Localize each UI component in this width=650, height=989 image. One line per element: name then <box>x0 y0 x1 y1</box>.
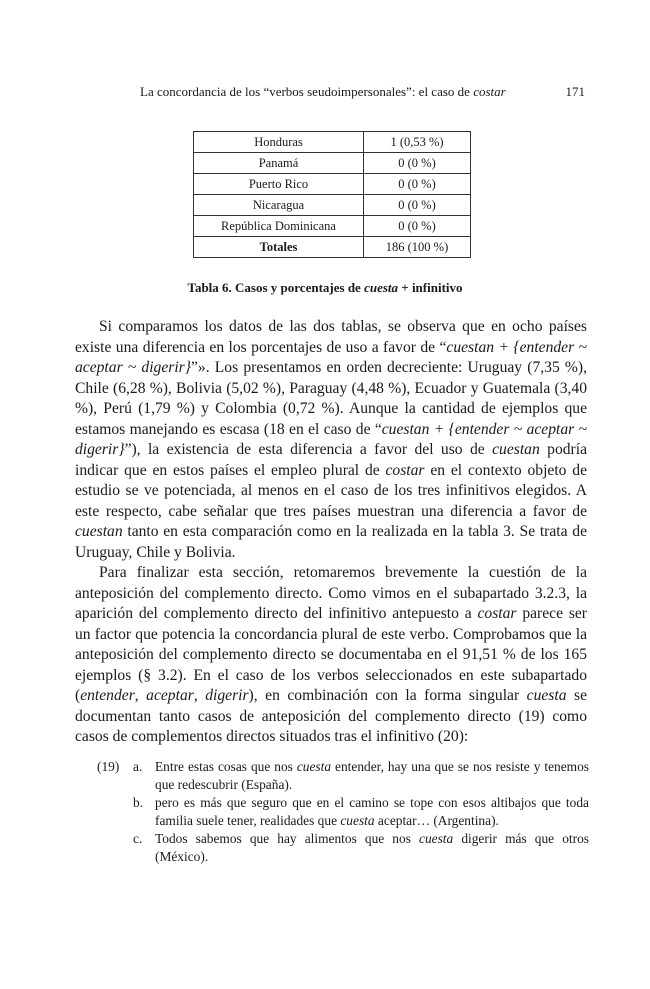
example-text: Entre estas cosas que nos cuesta entender, hay una que se nos resiste y tenemos que redescubrir (España). <box>155 759 589 792</box>
totals-label: Totales <box>194 237 364 258</box>
example-number: (19) <box>97 759 120 774</box>
country-cell: Puerto Rico <box>194 174 364 195</box>
country-cell: Honduras <box>194 132 364 153</box>
totals-row <box>194 237 471 258</box>
list-item <box>97 758 589 793</box>
list-item <box>97 794 589 829</box>
example-text: Todos sabemos que hay alimentos que nos cuesta digerir más que otros (México). <box>155 831 589 864</box>
example-letter: a. <box>133 759 143 774</box>
example-letter: c. <box>133 831 143 846</box>
totals-value: 186 (100 %) <box>364 237 471 258</box>
body-text <box>75 317 587 748</box>
value-cell: 0 (0 %) <box>364 216 471 237</box>
example-text: pero es más que seguro que en el camino se tope con esos altibajos que toda familia suele tener, realidades que cuesta aceptar… (Argentina). <box>155 795 589 828</box>
paragraph-anteposition: Para finalizar esta sección, retomaremos brevemente la cuestión de la anteposición del complemento directo. Como vimos en el subapartado 3.2.3, la aparición del complemento directo del infinitivo antepuesto a costar parece ser un factor que potencia la concordancia plural de este verbo. Comprobamos que la anteposición del complemento directo se documentaba en el 91,51 % de los 165 ejemplos (§ 3.2). En el caso de los verbos seleccionados en este subapartado (entender, aceptar, digerir), en combinación con la forma singular cuesta se documentan tanto casos de anteposición del complemento directo (19) como casos de complementos directos situados tras el infinitivo (20): <box>75 564 588 745</box>
list-item <box>97 830 589 865</box>
table-row <box>194 174 471 195</box>
value-cell: 0 (0 %) <box>364 153 471 174</box>
value-cell: 1 (0,53 %) <box>364 132 471 153</box>
value-cell: 0 (0 %) <box>364 195 471 216</box>
country-cell: Panamá <box>194 153 364 174</box>
table-row <box>194 153 471 174</box>
table-row <box>194 132 471 153</box>
paragraph-comparison: Si comparamos los datos de las dos tablas, se observa que en ocho países existe una diferencia en los porcentajes de uso a favor de “cuestan + {entender ~ aceptar ~ digerir}”». Los presentamos en orden decreciente: Uruguay (7,35 %), Chile (6,28 %), Bolivia (5,02 %), Paraguay (4,48 %), Ecuador y Guatemala (3,40 %), Perú (1,79 %) y Colombia (0,72 %). Aunque la cantidad de ejemplos que estamos manejando es escasa (18 en el caso de “cuestan + {entender ~ aceptar ~ digerir}”), la existencia de esta diferencia a favor del uso de cuestan podría indicar que en estos países el empleo plural de costar en el contexto objeto de estudio se ve potenciada, al menos en el caso de los tres infinitivos elegidos. A este respecto, cabe señalar que tres países muestran una diferencia a favor de cuestan tanto en esta comparación como en la realizada en la tabla 3. Se trata de Uruguay, Chile y Bolivia. <box>75 318 587 561</box>
table-caption: Tabla 6. Casos y porcentajes de cuesta + infinitivo <box>187 280 463 295</box>
example-list <box>97 758 589 866</box>
running-head-title: La concordancia de los “verbos seudoimpersonales”: el caso de costar <box>140 84 506 99</box>
page-number: 171 <box>565 84 585 99</box>
table-row <box>194 216 471 237</box>
example-letter: b. <box>133 795 144 810</box>
country-cell: República Dominicana <box>194 216 364 237</box>
country-cell: Nicaragua <box>194 195 364 216</box>
data-table <box>193 131 471 258</box>
table-row <box>194 195 471 216</box>
value-cell: 0 (0 %) <box>364 174 471 195</box>
